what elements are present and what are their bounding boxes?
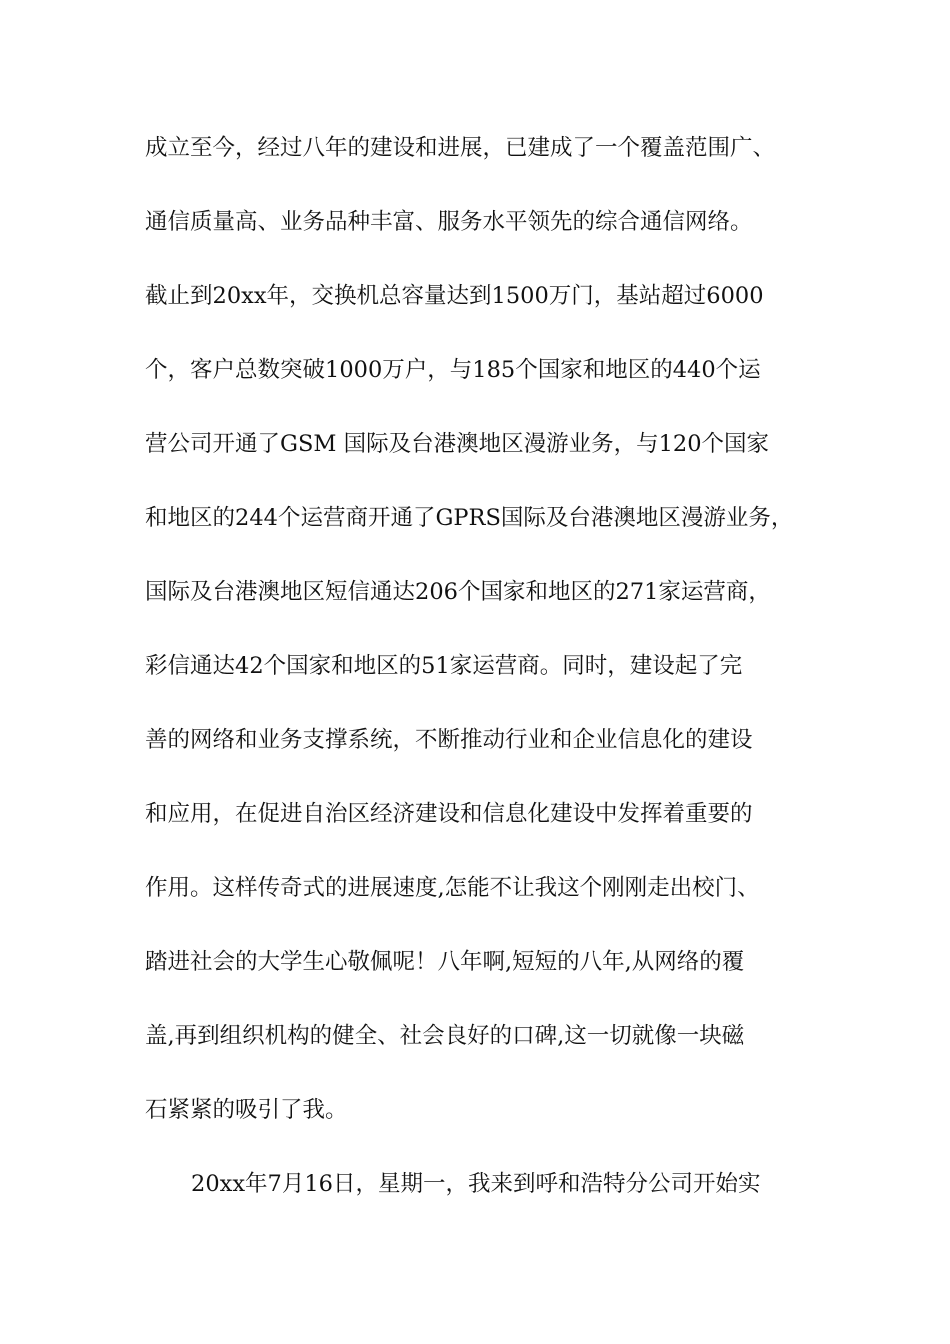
text-line: 石紧紧的吸引了我。 bbox=[145, 1097, 348, 1123]
text-line: 和地区的244个运营商开通了GPRS国际及台港澳地区漫游业务， bbox=[145, 505, 794, 531]
text-line: 善的网络和业务支撑系统，不断推动行业和企业信息化的建设 bbox=[145, 727, 753, 753]
body-text bbox=[145, 128, 825, 1238]
text-line: 通信质量高、业务品种丰富、服务水平领先的综合通信网络。 bbox=[145, 209, 753, 235]
text-line: 个，客户总数突破1000万户，与185个国家和地区的440个运 bbox=[145, 357, 761, 383]
text-line: 盖,再到组织机构的健全、社会良好的口碑,这一切就像一块磁 bbox=[145, 1023, 745, 1049]
text-line: 国际及台港澳地区短信通达206个国家和地区的271家运营商， bbox=[145, 579, 771, 605]
text-line: 踏进社会的大学生心敬佩呢！八年啊,短短的八年,从网络的覆 bbox=[145, 949, 745, 975]
text-line: 成立至今，经过八年的建设和进展，已建成了一个覆盖范围广、 bbox=[145, 135, 776, 161]
text-line: 截止到20xx年，交换机总容量达到1500万门，基站超过6000 bbox=[145, 283, 764, 309]
text-line: 和应用，在促进自治区经济建设和信息化建设中发挥着重要的 bbox=[145, 801, 753, 827]
text-line: 作用。这样传奇式的进展速度,怎能不让我这个刚刚走出校门、 bbox=[145, 875, 760, 901]
text-line: 彩信通达42个国家和地区的51家运营商。同时，建设起了完 bbox=[145, 653, 743, 679]
text-line: 营公司开通了GSM 国际及台港澳地区漫游业务，与120个国家 bbox=[145, 431, 770, 457]
paragraph-start-line: 20xx年7月16日，星期一，我来到呼和浩特分公司开始实 bbox=[191, 1171, 761, 1197]
